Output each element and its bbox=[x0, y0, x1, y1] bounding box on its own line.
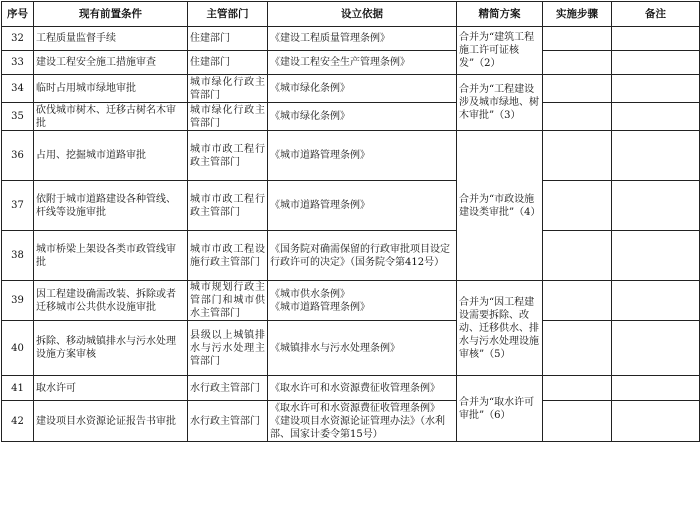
table-row bbox=[2, 401, 700, 442]
row-number: 41 bbox=[2, 376, 34, 401]
row-number: 36 bbox=[2, 131, 34, 181]
basis-cell: 《建设工程安全生产管理条例》 bbox=[268, 51, 457, 75]
condition-cell: 临时占用城市绿地审批 bbox=[34, 75, 188, 103]
steps-cell bbox=[543, 231, 612, 281]
steps-cell bbox=[543, 27, 612, 51]
plan-cell: 合并为“取水许可审批”（6） bbox=[457, 376, 543, 442]
header-no: 序号 bbox=[2, 2, 34, 27]
steps-cell bbox=[543, 75, 612, 103]
table-row bbox=[2, 281, 700, 321]
basis-cell: 《建设工程质量管理条例》 bbox=[268, 27, 457, 51]
condition-cell: 砍伐城市树木、迁移古树名木审批 bbox=[34, 103, 188, 131]
steps-cell bbox=[543, 321, 612, 376]
steps-cell bbox=[543, 281, 612, 321]
dept-cell: 城市绿化行政主管部门 bbox=[188, 75, 268, 103]
row-number: 39 bbox=[2, 281, 34, 321]
basis-cell: 《城市绿化条例》 bbox=[268, 103, 457, 131]
table-row bbox=[2, 75, 700, 103]
row-number: 42 bbox=[2, 401, 34, 442]
basis-cell: 《取水许可和水资源费征收管理条例》 《建设项目水资源论证管理办法》（水利部、国家计委令第15号） bbox=[268, 401, 457, 442]
dept-cell: 城市市政工程设施行政主管部门 bbox=[188, 231, 268, 281]
steps-cell bbox=[543, 103, 612, 131]
basis-cell: 《取水许可和水资源费征收管理条例》 bbox=[268, 376, 457, 401]
basis-cell: 《城市道路管理条例》 bbox=[268, 181, 457, 231]
table-row bbox=[2, 231, 700, 281]
steps-cell bbox=[543, 401, 612, 442]
header-dept: 主管部门 bbox=[188, 2, 268, 27]
dept-cell: 城市市政工程行政主管部门 bbox=[188, 131, 268, 181]
basis-cell: 《国务院对确需保留的行政审批项目设定行政许可的决定》（国务院令第412号） bbox=[268, 231, 457, 281]
remarks-cell bbox=[612, 103, 700, 131]
remarks-cell bbox=[612, 181, 700, 231]
header-basis: 设立依据 bbox=[268, 2, 457, 27]
row-number: 32 bbox=[2, 27, 34, 51]
condition-cell: 因工程建设确需改装、拆除或者迁移城市公共供水设施审批 bbox=[34, 281, 188, 321]
dept-cell: 水行政主管部门 bbox=[188, 376, 268, 401]
steps-cell bbox=[543, 51, 612, 75]
remarks-cell bbox=[612, 376, 700, 401]
dept-cell: 城市绿化行政主管部门 bbox=[188, 103, 268, 131]
dept-cell: 水行政主管部门 bbox=[188, 401, 268, 442]
basis-cell: 《城市绿化条例》 bbox=[268, 75, 457, 103]
basis-cell: 《城市供水条例》 《城市道路管理条例》 bbox=[268, 281, 457, 321]
basis-cell: 《城镇排水与污水处理条例》 bbox=[268, 321, 457, 376]
dept-cell: 城市规划行政主管部门和城市供水主管部门 bbox=[188, 281, 268, 321]
condition-cell: 取水许可 bbox=[34, 376, 188, 401]
condition-cell: 建设工程安全施工措施审查 bbox=[34, 51, 188, 75]
table-row bbox=[2, 181, 700, 231]
row-number: 38 bbox=[2, 231, 34, 281]
remarks-cell bbox=[612, 131, 700, 181]
row-number: 40 bbox=[2, 321, 34, 376]
header-condition: 现有前置条件 bbox=[34, 2, 188, 27]
row-number: 37 bbox=[2, 181, 34, 231]
header-plan: 精简方案 bbox=[457, 2, 543, 27]
dept-cell: 住建部门 bbox=[188, 27, 268, 51]
remarks-cell bbox=[612, 75, 700, 103]
dept-cell: 县级以上城镇排水与污水处理主管部门 bbox=[188, 321, 268, 376]
table-row bbox=[2, 376, 700, 401]
table-row bbox=[2, 103, 700, 131]
condition-cell: 占用、挖掘城市道路审批 bbox=[34, 131, 188, 181]
regulation-table bbox=[1, 1, 700, 442]
table-row bbox=[2, 27, 700, 51]
steps-cell bbox=[543, 131, 612, 181]
plan-cell: 合并为“市政设施建设类审批”（4） bbox=[457, 131, 543, 281]
header-row bbox=[2, 2, 700, 27]
header-remarks: 备注 bbox=[612, 2, 700, 27]
plan-cell: 合并为“建筑工程施工许可证核发”（2） bbox=[457, 27, 543, 75]
steps-cell bbox=[543, 376, 612, 401]
row-number: 35 bbox=[2, 103, 34, 131]
basis-cell: 《城市道路管理条例》 bbox=[268, 131, 457, 181]
table-row bbox=[2, 51, 700, 75]
condition-cell: 建设项目水资源论证报告书审批 bbox=[34, 401, 188, 442]
condition-cell: 依附于城市道路建设各种管线、杆线等设施审批 bbox=[34, 181, 188, 231]
header-steps: 实施步骤 bbox=[543, 2, 612, 27]
condition-cell: 城市桥梁上架设各类市政管线审批 bbox=[34, 231, 188, 281]
dept-cell: 住建部门 bbox=[188, 51, 268, 75]
plan-cell: 合并为“因工程建设需要拆除、改动、迁移供水、排水与污水处理设施审核”（5） bbox=[457, 281, 543, 376]
steps-cell bbox=[543, 181, 612, 231]
remarks-cell bbox=[612, 27, 700, 51]
table-row bbox=[2, 321, 700, 376]
remarks-cell bbox=[612, 401, 700, 442]
remarks-cell bbox=[612, 51, 700, 75]
row-number: 33 bbox=[2, 51, 34, 75]
dept-cell: 城市市政工程行政主管部门 bbox=[188, 181, 268, 231]
remarks-cell bbox=[612, 231, 700, 281]
condition-cell: 拆除、移动城镇排水与污水处理设施方案审核 bbox=[34, 321, 188, 376]
condition-cell: 工程质量监督手续 bbox=[34, 27, 188, 51]
row-number: 34 bbox=[2, 75, 34, 103]
plan-cell: 合并为“工程建设涉及城市绿地、树木审批”（3） bbox=[457, 75, 543, 131]
table-row bbox=[2, 131, 700, 181]
remarks-cell bbox=[612, 321, 700, 376]
remarks-cell bbox=[612, 281, 700, 321]
